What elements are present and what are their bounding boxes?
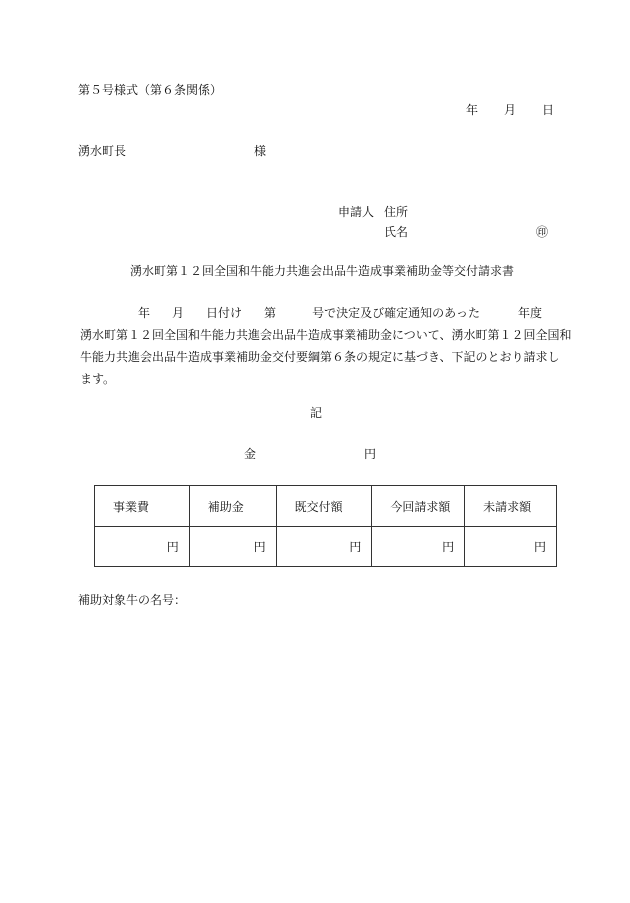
value-project-cost: 円 xyxy=(95,527,190,567)
body-line-2: 湧水町第１２回全国和牛能力共進会出品牛造成事業補助金について、湧水町第１２回全国和 xyxy=(80,328,572,342)
header-project-cost: 事業費 xyxy=(95,486,190,527)
addressee-honorific: 様 xyxy=(254,144,267,158)
body-line-1 xyxy=(80,302,550,324)
date-day: 日 xyxy=(542,103,555,117)
date-line xyxy=(466,102,554,118)
body-number-text: 号で決定及び確定通知のあった xyxy=(312,306,480,320)
header-current-request: 今回請求額 xyxy=(372,486,465,527)
body-line-4: ます。 xyxy=(80,372,116,386)
body-fiscal-year: 年度 xyxy=(517,306,542,320)
amount-yen: 円 xyxy=(364,447,377,461)
body-month: 月 xyxy=(172,306,185,320)
amount-kin: 金 xyxy=(244,447,257,461)
value-unrequested: 円 xyxy=(465,527,557,567)
value-current-request: 円 xyxy=(372,527,465,567)
date-year: 年 xyxy=(466,103,479,117)
table-header-row xyxy=(95,486,557,527)
seal-mark: ㊞ xyxy=(536,225,549,239)
cattle-name-label: 補助対象牛の名号： xyxy=(78,593,187,607)
applicant-name-label: 氏名 xyxy=(384,225,409,239)
form-number: 第５号様式（第６条関係） xyxy=(78,83,223,97)
body-dated: 日付け xyxy=(206,306,243,320)
header-already-granted: 既交付額 xyxy=(276,486,372,527)
table-value-row xyxy=(95,527,557,567)
body-line-3: 牛能力共進会出品牛造成事業補助金交付要綱第６条の規定に基づき、下記のとおり請求し xyxy=(80,350,560,364)
header-unrequested: 未請求額 xyxy=(465,486,557,527)
request-body xyxy=(80,302,572,390)
value-already-granted: 円 xyxy=(276,527,372,567)
applicant-address-label: 住所 xyxy=(384,205,409,219)
value-subsidy: 円 xyxy=(189,527,276,567)
header-subsidy: 補助金 xyxy=(189,486,276,527)
body-year: 年 xyxy=(138,306,151,320)
document-title: 湧水町第１２回全国和牛能力共進会出品牛造成事業補助金等交付請求書 xyxy=(130,264,515,278)
amounts-table xyxy=(94,485,557,567)
addressee-name: 湧水町長 xyxy=(78,144,127,158)
date-month: 月 xyxy=(504,103,517,117)
body-dai: 第 xyxy=(264,306,277,320)
ki-heading: 記 xyxy=(310,406,323,420)
applicant-label: 申請人 xyxy=(338,205,375,219)
